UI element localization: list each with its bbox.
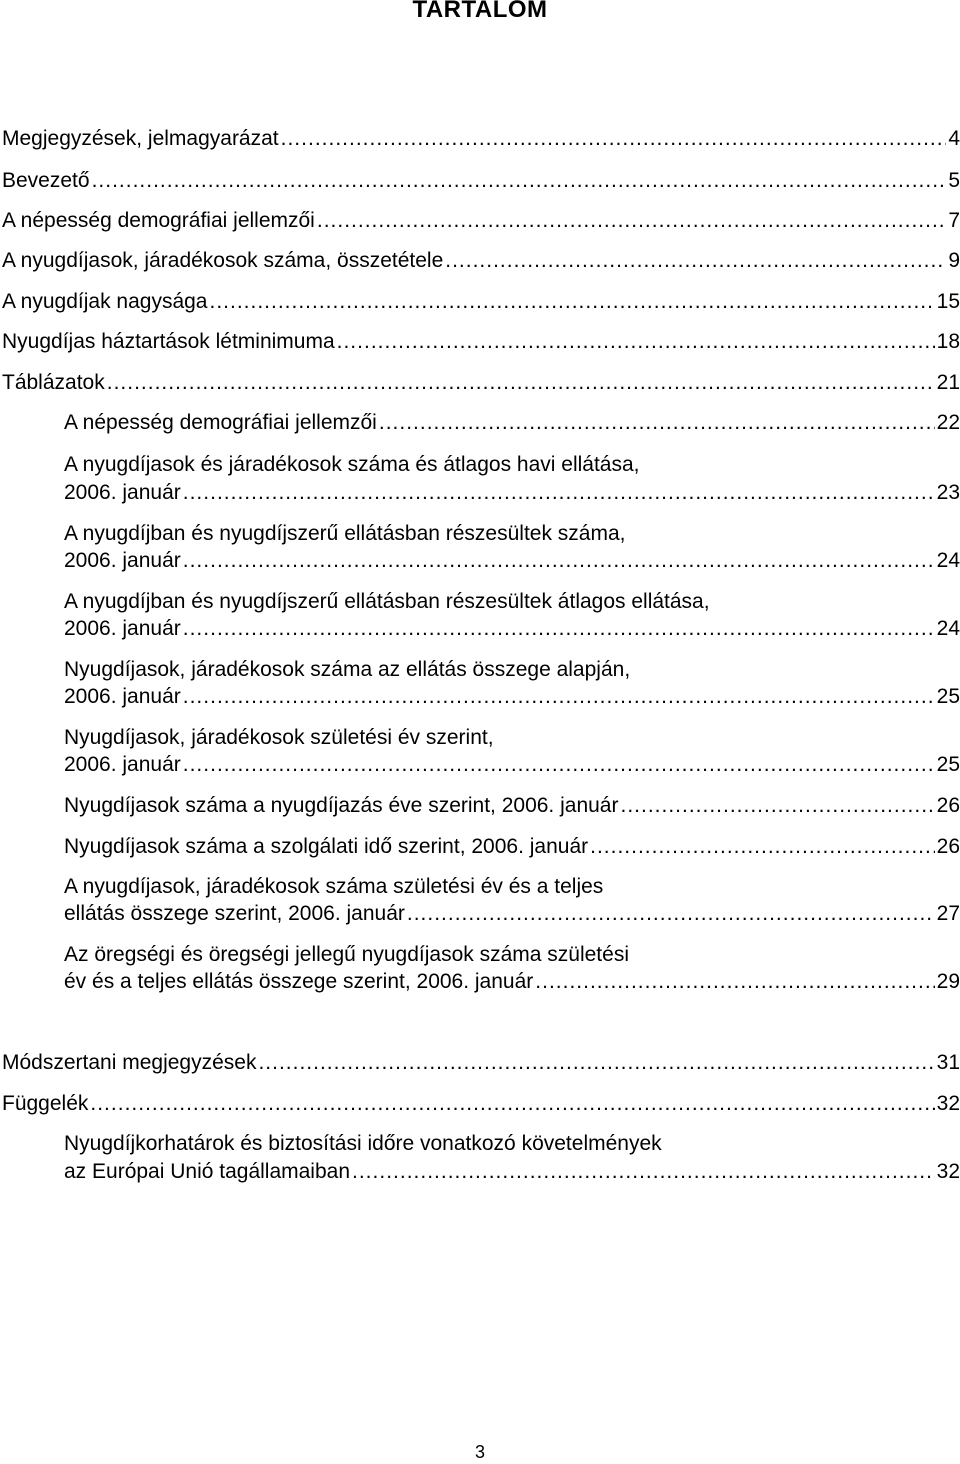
toc-leader-dots [183,614,935,644]
toc-entry-letminimum[interactable] [2,327,960,357]
toc-page-number: 15 [936,290,960,313]
toc-subentry-nyugdijkorhatarok-line1: Nyugdíjkorhatárok és biztosítási időre vonatkozó követelmények [64,1132,662,1155]
toc-entry-bevezeto[interactable] [2,166,960,196]
toc-subentry-atlagos-ellatasa-line1: A nyugdíjban és nyugdíjszerű ellátásban részesültek átlagos ellátása, [64,590,710,613]
toc-entry-tablazatok[interactable] [2,368,960,398]
toc-entry-label: Módszertani megjegyzések [2,1051,257,1074]
toc-entry-nyugdijak-nagysaga[interactable] [2,287,960,317]
toc-leader-dots [183,546,935,576]
toc-leader-dots [183,750,935,780]
toc-subentry-teljes-ellatas-line1: A nyugdíjasok, járadékosok száma születési év és a teljes [64,875,604,898]
toc-entry-label: 2006. január [64,481,181,504]
toc-subentry-atlagos-havi-line1: A nyugdíjasok és járadékosok száma és átlagos havi ellátása, [64,453,640,476]
toc-leader-dots [352,1157,935,1187]
page-title: TARTALOM [412,0,548,23]
page-number: 3 [474,1442,485,1462]
toc-entry-nepesseg[interactable] [2,206,960,236]
toc-page-number: 22 [936,411,960,434]
toc-subentry-ellatas-osszege-line1: Nyugdíjasok, járadékosok száma az ellátás összege alapján, [64,658,631,681]
toc-page-number: 26 [936,794,960,817]
toc-entry-label: Táblázatok [2,371,105,394]
toc-entry-label: A népesség demográfiai jellemzői [64,411,377,434]
toc-page-number: 9 [948,249,960,272]
toc-subentry-reszesultek-szama[interactable] [64,546,960,576]
toc-subentry-szuletesi-ev[interactable] [64,750,960,780]
toc-page-number: 25 [936,685,960,708]
toc-entry-fuggelek[interactable] [2,1089,960,1119]
toc-page-number: 7 [948,209,960,232]
toc-entry-label: Nyugdíjasok száma a szolgálati idő szerint, 2006. január [64,835,589,858]
toc-subentry-oregsegi-line1: Az öregségi és öregségi jellegű nyugdíjasok száma születési [64,943,629,966]
toc-leader-dots [337,327,935,357]
toc-entry-megjegyzesek[interactable] [2,124,960,154]
toc-entry-label: Megjegyzések, jelmagyarázat [2,127,279,150]
toc-page-number: 21 [936,371,960,394]
toc-leader-dots [210,287,935,317]
toc-page-number: 5 [948,169,960,192]
toc-leader-dots [258,1048,934,1078]
toc-subentry-ellatas-osszege[interactable] [64,682,960,712]
toc-entry-label: 2006. január [64,685,181,708]
toc-leader-dots [445,246,946,276]
toc-entry-label: ellátás összege szerint, 2006. január [64,902,405,925]
toc-leader-dots [107,368,935,398]
toc-entry-label: Nyugdíjas háztartások létminimuma [2,330,335,353]
toc-entry-label: 2006. január [64,753,181,776]
toc-page-number: 23 [936,481,960,504]
toc-page-number: 24 [936,549,960,572]
toc-leader-dots [281,124,947,154]
toc-leader-dots [92,166,947,196]
toc-entry-label: az Európai Unió tagállamaiban [64,1160,351,1183]
toc-entry-label: A nyugdíjasok, járadékosok száma, összetétele [2,249,444,272]
toc-leader-dots [183,478,935,508]
toc-page-number: 26 [936,835,960,858]
toc-page-number: 25 [936,753,960,776]
toc-subentry-nyugdijkorhatarok[interactable] [64,1157,960,1187]
toc-entry-modszertani[interactable] [2,1048,960,1078]
toc-subentry-atlagos-ellatasa[interactable] [64,614,960,644]
toc-subentry-reszesultek-szama-line1: A nyugdíjban és nyugdíjszerű ellátásban részesültek száma, [64,522,626,545]
toc-entry-label: A népesség demográfiai jellemzői [2,209,315,232]
toc-leader-dots [317,206,946,236]
toc-entry-label: Nyugdíjasok száma a nyugdíjazás éve szerint, 2006. január [64,794,619,817]
toc-entry-label: év és a teljes ellátás összege szerint, 2006. január [64,970,534,993]
toc-leader-dots [407,899,935,929]
toc-subentry-nepesseg[interactable] [64,408,960,438]
toc-page-number: 24 [936,617,960,640]
toc-page-number: 32 [936,1092,960,1115]
toc-page-number: 29 [936,970,960,993]
toc-leader-dots [379,408,935,438]
toc-page-number: 18 [936,330,960,353]
toc-entry-label: 2006. január [64,549,181,572]
toc-page-number: 4 [948,127,960,150]
toc-subentry-oregsegi[interactable] [64,967,960,997]
toc-entry-nyugdijasok-szama[interactable] [2,246,960,276]
toc-page-number: 31 [936,1051,960,1074]
toc-entry-label: A nyugdíjak nagysága [2,290,208,313]
toc-subentry-szolgalati-ido[interactable] [64,832,960,862]
toc-entry-label: Bevezető [2,169,90,192]
toc-subentry-atlagos-havi[interactable] [64,478,960,508]
toc-leader-dots [590,832,935,862]
toc-leader-dots [183,682,935,712]
toc-page-number: 27 [936,902,960,925]
toc-leader-dots [620,791,934,821]
toc-leader-dots [90,1089,934,1119]
toc-subentry-szuletesi-ev-line1: Nyugdíjasok, járadékosok születési év szerint, [64,726,494,749]
toc-page-number: 32 [936,1160,960,1183]
toc-subentry-teljes-ellatas[interactable] [64,899,960,929]
toc-subentry-nyugdijazas-eve[interactable] [64,791,960,821]
toc-leader-dots [535,967,934,997]
toc-entry-label: 2006. január [64,617,181,640]
toc-entry-label: Függelék [2,1092,89,1115]
